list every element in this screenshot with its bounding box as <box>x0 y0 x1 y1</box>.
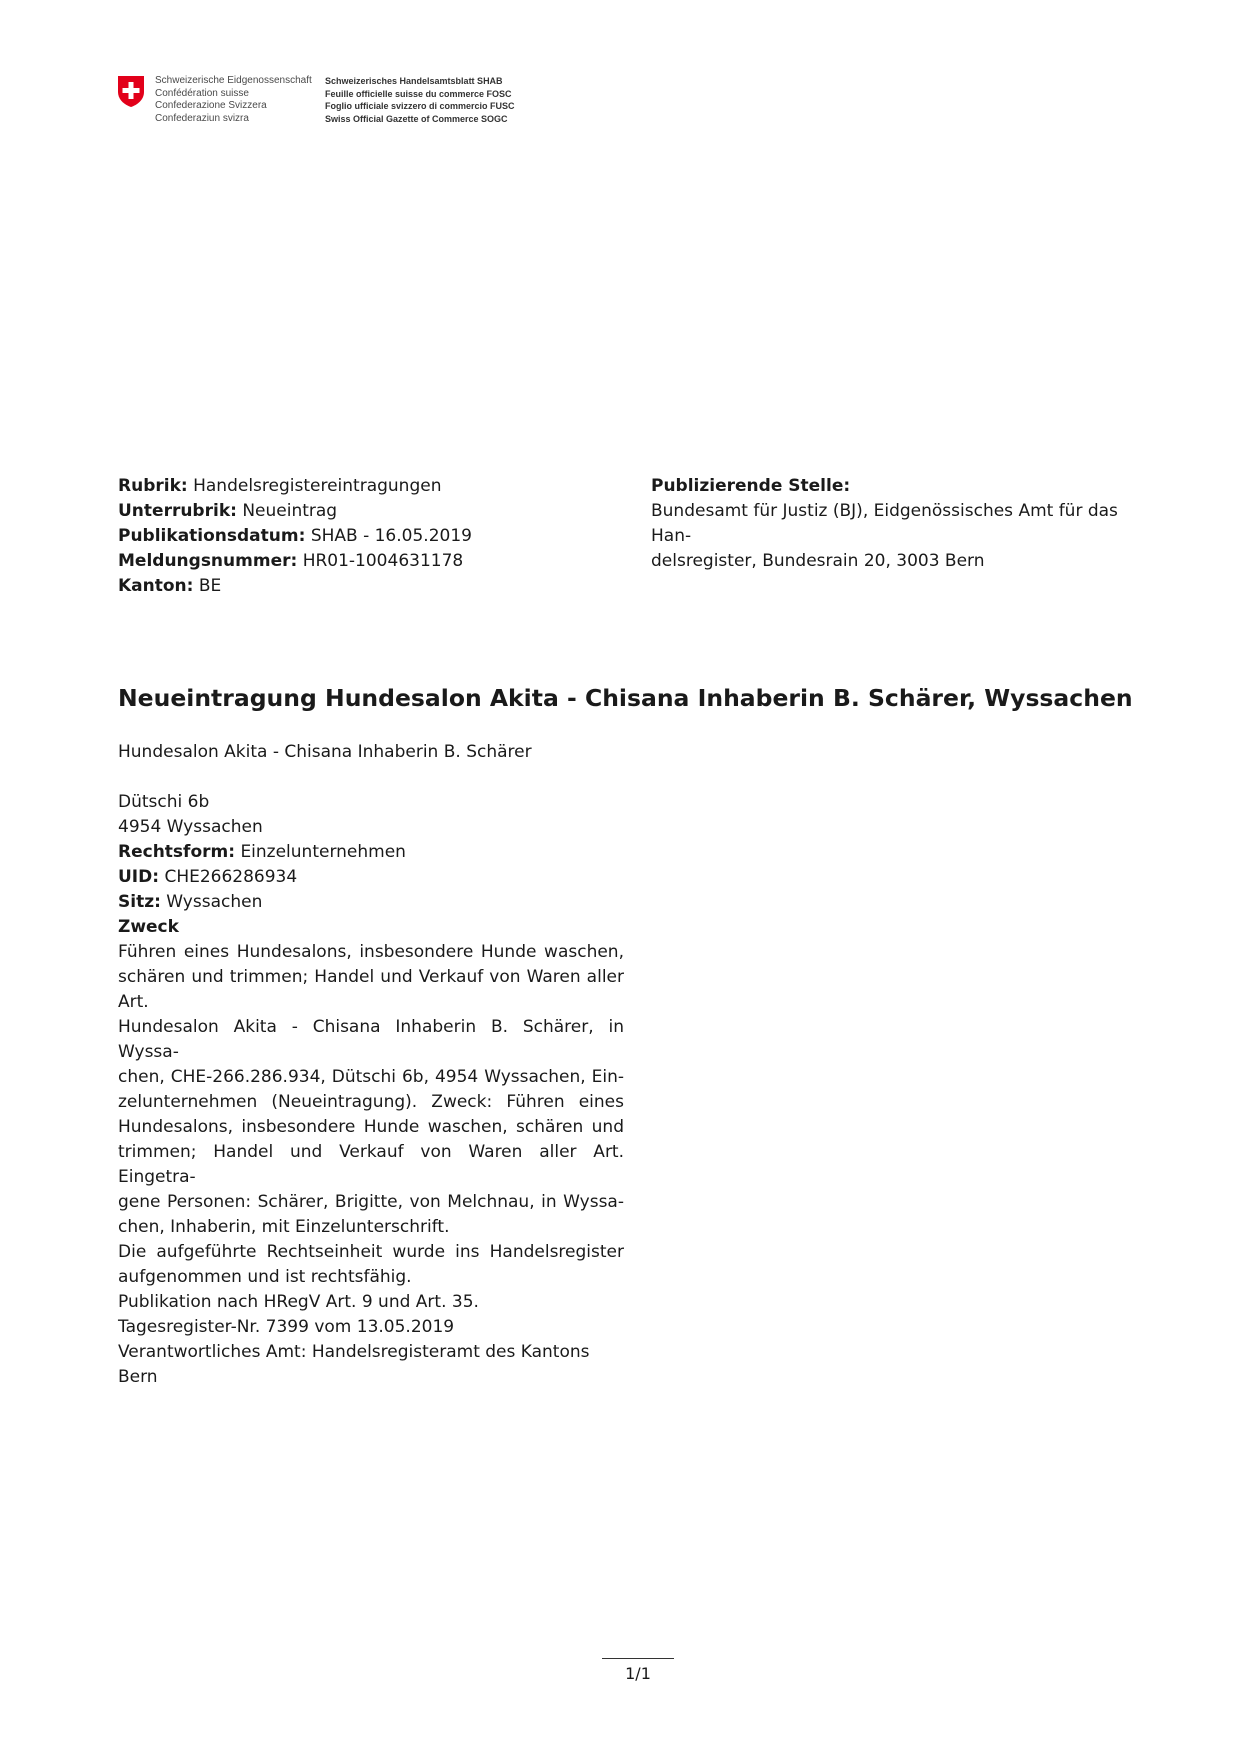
gazette-names <box>325 75 515 125</box>
publikation-note: Publikation nach HRegV Art. 9 und Art. 35. <box>118 1292 479 1312</box>
meldungsnummer-row <box>118 549 472 574</box>
entry-line: Hundesalon Akita - Chisana Inhaberin B. Schärer, in Wyssa- <box>118 1017 624 1062</box>
entry-line: chen, Inhaberin, mit Einzelunterschrift. <box>118 1217 450 1237</box>
page-number: 1/1 <box>625 1664 651 1683</box>
gazette-it: Foglio ufficiale svizzero di commercio FUSC <box>325 101 515 111</box>
confederation-de: Schweizerische Eidgenossenschaft <box>155 75 312 86</box>
rubrik-row <box>118 474 472 499</box>
sitz-label: Sitz: <box>118 892 161 912</box>
zweck-text <box>118 940 624 1015</box>
rubrik-label: Rubrik: <box>118 476 188 496</box>
confederation-rm: Confederaziun svizra <box>155 112 249 124</box>
publikationsdatum-value: SHAB - 16.05.2019 <box>310 526 472 546</box>
kanton-row <box>118 574 472 599</box>
rechtsform-label: Rechtsform: <box>118 842 236 862</box>
publikationsdatum-label: Publikationsdatum: <box>118 526 306 546</box>
rubrik-value: Handelsregistereintragungen <box>193 476 442 496</box>
zweck-line: Führen eines Hundesalons, insbesondere Hunde waschen, <box>118 942 624 962</box>
swiss-cross-icon <box>117 75 145 108</box>
gazette-de: Schweizerisches Handelsamtsblatt SHAB <box>325 76 503 86</box>
publikationsdatum-row <box>118 524 472 549</box>
kanton-label: Kanton: <box>118 576 194 596</box>
footer-rule <box>602 1658 674 1659</box>
publication-meta <box>118 474 472 599</box>
uid-row <box>118 865 624 890</box>
meldungsnummer-label: Meldungsnummer: <box>118 551 298 571</box>
kanton-value: BE <box>198 576 222 596</box>
uid-label: UID: <box>118 867 160 887</box>
tagesregister-note: Tagesregister-Nr. 7399 vom 13.05.2019 <box>118 1317 455 1337</box>
publisher-label: Publizierende Stelle: <box>651 476 851 496</box>
sitz-row <box>118 890 624 915</box>
unterrubrik-label: Unterrubrik: <box>118 501 237 521</box>
address-city: 4954 Wyssachen <box>118 817 263 837</box>
registered-line: aufgenommen und ist rechtsfähig. <box>118 1267 412 1287</box>
zweck-heading: Zweck <box>118 917 179 937</box>
company-name: Hundesalon Akita - Chisana Inhaberin B. Schärer <box>118 742 532 762</box>
zweck-line: schären und trimmen; Handel und Verkauf von Waren aller <box>118 967 624 987</box>
entry-line: zelunternehmen (Neueintragung). Zweck: Führen eines <box>118 1092 624 1112</box>
publisher-line-1: Bundesamt für Justiz (BJ), Eidgenössisches Amt für das Han- <box>651 501 1118 546</box>
entry-line: gene Personen: Schärer, Brigitte, von Melchnau, in Wyssa- <box>118 1192 624 1212</box>
publisher-line-2: delsregister, Bundesrain 20, 3003 Bern <box>651 551 985 571</box>
gazette-fr: Feuille officielle suisse du commerce FOSC <box>325 88 512 99</box>
meldungsnummer-value: HR01-1004631178 <box>302 551 464 571</box>
publisher-block <box>651 474 1161 574</box>
confederation-it: Confederazione Svizzera <box>155 100 267 111</box>
entry-line: chen, CHE-266.286.934, Dütschi 6b, 4954 Wyssachen, Ein- <box>118 1067 624 1087</box>
page-title: Neueintragung Hundesalon Akita - Chisana Inhaberin B. Schärer, Wyssachen <box>118 684 1133 712</box>
entry-line: trimmen; Handel und Verkauf von Waren aller Art. Eingetra- <box>118 1142 624 1187</box>
confederation-fr: Confédération suisse <box>155 87 249 99</box>
uid-value: CHE266286934 <box>164 867 298 887</box>
unterrubrik-value: Neueintrag <box>242 501 338 521</box>
unterrubrik-row <box>118 499 472 524</box>
gazette-en: Swiss Official Gazette of Commerce SOGC <box>325 113 508 124</box>
header <box>117 75 515 125</box>
entry-body <box>118 790 624 1390</box>
rechtsform-row <box>118 840 624 865</box>
zweck-line: Art. <box>118 992 149 1012</box>
entry-line: Hundesalons, insbesondere Hunde waschen, schären und <box>118 1117 624 1137</box>
address-street: Dütschi 6b <box>118 792 210 812</box>
registered-line: Die aufgeführte Rechtseinheit wurde ins Handelsregister <box>118 1242 624 1262</box>
rechtsform-value: Einzelunternehmen <box>240 842 406 862</box>
sitz-value: Wyssachen <box>166 892 263 912</box>
responsible-office: Verantwortliches Amt: Handelsregisteramt des Kantons Bern <box>118 1342 590 1387</box>
registered-text <box>118 1240 624 1290</box>
entry-text <box>118 1015 624 1240</box>
confederation-names <box>155 75 325 125</box>
